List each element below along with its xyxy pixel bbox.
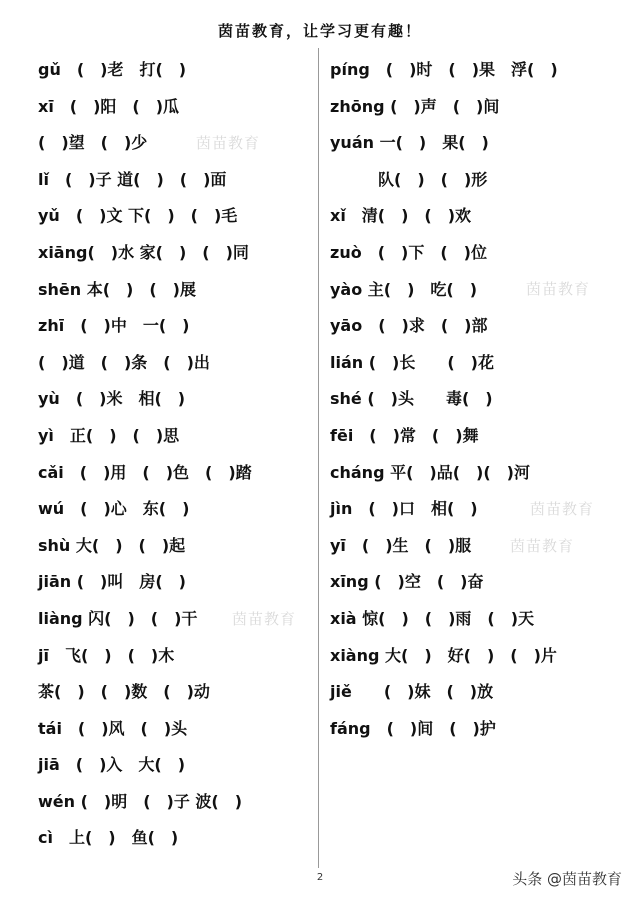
exercise-row: yī ( )生 ( )服 [330, 535, 472, 555]
exercise-row: liàng 闪( ) ( )干 [38, 608, 198, 628]
exercise-row: 茶( ) ( )数 ( )动 [38, 682, 210, 702]
exercise-row: 队( ) ( )形 [330, 169, 488, 189]
exercise-row: yuán 一( ) 果( ) [330, 133, 489, 153]
right-column [330, 52, 620, 747]
exercise-row: wén ( )明 ( )子 波( ) [38, 791, 243, 811]
exercise-row: xīng ( )空 ( )奋 [330, 572, 484, 592]
source-credit: 头条 @茵苗教育 [512, 870, 622, 888]
exercise-row: gǔ ( )老 打( ) [38, 60, 187, 79]
watermark: 茵苗教育 [530, 500, 595, 518]
exercise-row: xià 惊( ) ( )雨 ( )天 [330, 608, 535, 628]
watermark: 茵苗教育 [232, 610, 297, 628]
exercise-row: shù 大( ) ( )起 [38, 535, 186, 555]
column-divider [318, 48, 319, 868]
exercise-row: píng ( )时 ( )果 浮( ) [330, 60, 558, 79]
exercise-row: wú ( )心 东( ) [38, 499, 190, 519]
exercise-row: yì 正( ) ( )思 [38, 425, 180, 445]
exercise-row: jī 飞( ) ( )木 [38, 645, 175, 665]
page-title: 茵苗教育，让学习更有趣！ [217, 22, 422, 40]
exercise-row: cǎi ( )用 ( )色 ( )踏 [38, 462, 252, 482]
exercise-row: ( )望 ( )少 [38, 133, 148, 153]
exercise-row: cháng 平( )品( )( )河 [330, 462, 530, 482]
exercise-row: fáng ( )间 ( )护 [330, 718, 496, 738]
exercise-row: lǐ ( )子 道( ) ( )面 [38, 169, 227, 189]
exercise-row: yào 主( ) 吃( ) [330, 279, 478, 299]
exercise-row: zhī ( )中 一( ) [38, 316, 190, 336]
exercise-row: tái ( )风 ( )头 [38, 718, 188, 738]
exercise-row: lián ( )长 ( )花 [330, 352, 494, 372]
exercise-row: xǐ 清( ) ( )欢 [330, 206, 472, 226]
watermark: 茵苗教育 [196, 134, 261, 152]
exercise-row: jiān ( )叫 房( ) [38, 572, 186, 592]
exercise-row: yù ( )米 相( ) [38, 389, 186, 409]
exercise-row: cì 上( ) 鱼( ) [38, 828, 179, 848]
exercise-row: shé ( )头 毒( ) [330, 389, 493, 409]
exercise-row: jìn ( )口 相( ) [330, 499, 478, 519]
left-column [38, 52, 313, 857]
page-number: 2 [316, 872, 324, 883]
exercise-row: yǔ ( )文 下( ) ( )毛 [38, 206, 238, 226]
exercise-row: xiàng 大( ) 好( ) ( )片 [330, 645, 557, 665]
exercise-row: jiě ( )妹 ( )放 [330, 682, 494, 702]
watermark: 茵苗教育 [510, 537, 575, 555]
watermark: 茵苗教育 [526, 280, 591, 298]
exercise-row: xī ( )阳 ( )瓜 [38, 96, 180, 116]
exercise-row: shēn 本( ) ( )展 [38, 279, 196, 299]
exercise-row: jiā ( )入 大( ) [38, 755, 186, 775]
exercise-row: zuò ( )下 ( )位 [330, 242, 487, 262]
exercise-row: zhōng ( )声 ( )间 [330, 96, 500, 116]
exercise-row: ( )道 ( )条 ( )出 [38, 352, 210, 372]
exercise-row: xiāng( )水 家( ) ( )同 [38, 242, 249, 262]
exercise-row: fēi ( )常 ( )舞 [330, 425, 479, 445]
exercise-row: yāo ( )求 ( )部 [330, 316, 488, 336]
